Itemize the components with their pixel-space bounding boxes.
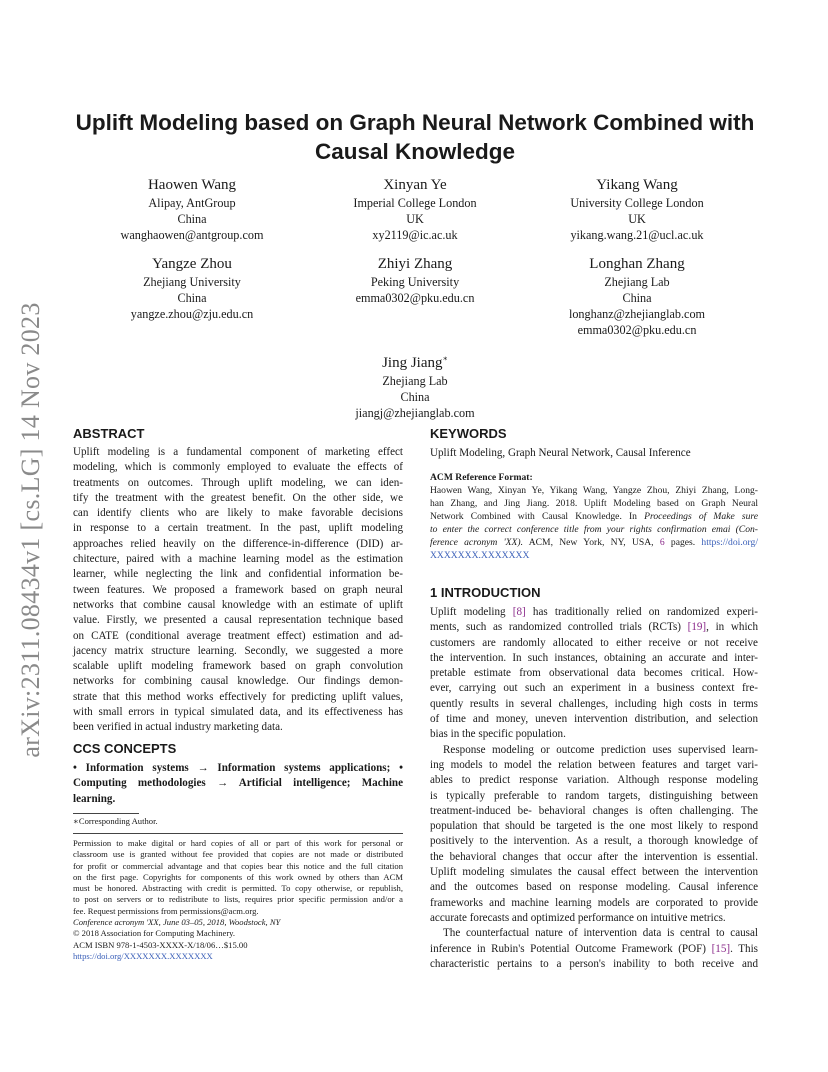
intro-line: ing models to model the relation between features and target vari- — [430, 758, 758, 771]
author-email: wanghaowen@antgroup.com — [120, 228, 264, 242]
copyright-line: © 2018 Association for Computing Machinery. — [73, 928, 236, 939]
abstract-line: approaches relied heavily on the difference-in-difference (DID) ar- — [73, 537, 403, 550]
author-email: jiangj@zhejianglab.com — [355, 406, 475, 420]
ccs-line: • Information systems → Information systems applications; • — [73, 762, 403, 774]
ccs-heading: CCS CONCEPTS — [73, 741, 177, 756]
intro-line: pretable estimate from observational data becomes critical. How- — [430, 667, 758, 680]
intro-line: population that should be targeted is the one most likely to respond — [430, 820, 758, 833]
author-name: Haowen Wang — [147, 177, 237, 193]
introduction-section — [430, 585, 758, 972]
author-name: Longhan Zhang — [589, 256, 685, 272]
keywords-heading: KEYWORDS — [430, 426, 507, 441]
author-affiliation: Zhejiang Lab — [382, 374, 448, 388]
abstract-line: learner, while neglecting the link and confidential information be- — [73, 568, 403, 581]
doi-link-continued[interactable]: XXXXXXX.XXXXXXX — [430, 550, 530, 561]
author-name: Yikang Wang — [596, 177, 678, 193]
author-block — [295, 175, 535, 243]
intro-line: Uplift modeling [8] has traditionally relied on randomized experi- — [430, 606, 759, 618]
paper-title — [70, 108, 760, 166]
intro-line: bias in the specific population. — [430, 728, 566, 741]
doi-link[interactable]: https://doi.org/ — [701, 537, 758, 548]
intro-line: accurate forecasts and optimized performance on intuitive metrics. — [430, 911, 726, 924]
author-country: China — [622, 291, 652, 305]
permission-line: Permission to make digital or hard copies of all or part of this work for personal or — [73, 838, 403, 848]
intro-line: the intervention. In such instances, obtaining an accurate and inter- — [430, 651, 758, 664]
acm-ref-line: Network Combined with Causal Knowledge. In Proceedings of Make sure — [430, 511, 759, 522]
abstract-line: on CATE (conditional average treatment effect) estimation and ad- — [73, 629, 403, 642]
abstract-line: strate that this method works effectively for predicting uplift values, — [73, 690, 403, 703]
author-email: xy2119@ic.ac.uk — [372, 228, 458, 242]
acm-ref-line: ference acronym 'XX). ACM, New York, NY, USA, 6 pages. https://doi.org/ — [430, 537, 758, 548]
abstract-heading: ABSTRACT — [73, 426, 145, 441]
keywords-text: Uplift Modeling, Graph Neural Network, Causal Inference — [430, 447, 691, 459]
citation-link[interactable]: [19] — [687, 621, 707, 634]
abstract-line: jacency matrix structure learning. Secondly, we suggested a more — [73, 644, 403, 657]
intro-paragraph-2 — [430, 743, 758, 927]
acm-ref-line: Haowen Wang, Xinyan Ye, Yikang Wang, Yangze Zhou, Zhiyi Zhang, Long- — [430, 485, 758, 496]
author-email: emma0302@pku.edu.cn — [355, 291, 475, 305]
acm-ref-line: to enter the correct conference title from your rights confirmation emai (Con- — [430, 524, 758, 535]
intro-line: ever, carrying out such an experiment in a business context fre- — [430, 682, 758, 695]
footnote-rule — [73, 813, 139, 814]
author-affiliation: Alipay, AntGroup — [148, 196, 236, 210]
author-block — [517, 254, 757, 338]
ccs-line: learning. — [73, 792, 116, 805]
intro-paragraph-1 — [430, 605, 758, 743]
abstract-line: tify the treatment with the greatest benefit. On the other side, we — [73, 491, 403, 504]
abstract-line: treatments on outcomes. Through uplift modeling, we can iden- — [73, 476, 403, 489]
abstract-line: scalable uplift modeling framework based on graph convolution — [73, 660, 403, 673]
author-country: UK — [628, 212, 646, 226]
author-block — [295, 254, 535, 306]
permission-line: must be honored. Abstracting with credit is permitted. To copy otherwise, or republish, — [73, 883, 403, 894]
intro-line: inference in Rubin's Potential Outcome Framework (POF) [15]. This — [430, 942, 758, 955]
abstract-line: networks for combining causal knowledge. Our findings demon- — [73, 675, 403, 688]
intro-paragraph-3 — [430, 926, 758, 972]
author-block — [295, 349, 535, 421]
author-affiliation: Peking University — [370, 275, 460, 289]
acm-reference — [430, 471, 758, 562]
abstract-line: modeling, which is commonly employed to evaluate the effects of — [73, 461, 403, 474]
ccs-line: Computing methodologies → Artificial intelligence; Machine — [73, 777, 403, 790]
conference-info: Conference acronym 'XX, June 03–05, 2018, Woodstock, NY — [73, 917, 281, 928]
author-affiliation: Zhejiang University — [143, 275, 241, 289]
keywords-section — [430, 426, 758, 461]
intro-line: ments, such as randomized controlled trials (RCTs) [19], in which — [430, 621, 758, 634]
author-name: Xinyan Ye — [383, 177, 447, 193]
ccs-section — [73, 741, 403, 807]
intro-line: treatment-induced be- behavioral changes is often challenging. The — [430, 804, 758, 817]
page-count-link[interactable]: 6 — [659, 537, 665, 548]
abstract-line: value. Firstly, we presented a causal representation technique based — [73, 614, 403, 627]
abstract-line: in response to a certain treatment. In the past, uplift modeling — [73, 522, 403, 535]
abstract-line: chitecture, paired with a machine learning model as the estimation — [73, 553, 403, 566]
author-affiliation: Imperial College London — [353, 196, 477, 210]
author-country: UK — [406, 212, 424, 226]
intro-line: is typically preferable to random targets, distinguishing between — [430, 789, 758, 802]
title-line-1: Uplift Modeling based on Graph Neural Network Combined with — [75, 110, 755, 135]
intro-line: of time and money, uneven intervention distribution, and selection — [430, 713, 758, 726]
permission-block — [73, 838, 403, 962]
author-block — [517, 175, 757, 243]
abstract-line: been verified in actual industry marketing data. — [73, 721, 283, 734]
author-affiliation: Zhejiang Lab — [604, 275, 670, 289]
abstract-section — [73, 426, 403, 736]
doi-link[interactable]: https://doi.org/XXXXXXX.XXXXXXX — [73, 950, 213, 961]
abstract-line: can identify clients who are likely to make favorable decisions — [73, 507, 403, 520]
intro-line: and the outcomes based on response modeling. Causal inference — [430, 881, 758, 894]
acm-ref-line: han Zhang, and Jing Jiang. 2018. Uplift Modeling based on Graph Neural — [430, 498, 758, 509]
permission-line: classroom use is granted without fee provided that copies are not made or distributed — [73, 849, 403, 860]
author-block — [72, 254, 312, 322]
citation-link[interactable]: [15] — [711, 942, 731, 955]
author-email: yikang.wang.21@ucl.ac.uk — [570, 228, 704, 242]
intro-line: Uplift modeling simulates the causal effect between the intervention — [430, 866, 758, 879]
introduction-heading: 1 INTRODUCTION — [430, 585, 541, 600]
corresponding-mark: ∗ — [442, 354, 448, 363]
permission-line: to post on servers or to redistribute to lists, requires prior specific permission and/or a — [73, 894, 403, 905]
abstract-line: Uplift modeling is a fundamental component of marketing effect — [73, 446, 403, 458]
citation-link[interactable]: [8] — [512, 606, 526, 618]
author-name: Jing Jiang — [382, 355, 443, 371]
intro-line: the behavioral changes that occur after the intervention is essential. — [430, 850, 758, 863]
intro-line: characteristic pertains to a person's inability to both receive and — [430, 957, 758, 970]
title-line-2: Causal Knowledge — [314, 139, 516, 164]
permission-rule — [73, 833, 403, 834]
intro-line: frameworks and machine learning models are corporated to provide — [430, 896, 758, 909]
intro-line: The counterfactual nature of intervention data is central to causal — [443, 927, 758, 940]
arxiv-identifier-text: arXiv:2311.08434v1 [cs.LG] 14 Nov 2023 — [16, 302, 45, 758]
abstract-line: tween features. We proposed a framework based on graph neural — [73, 583, 403, 596]
author-country: China — [400, 390, 430, 404]
author-name: Yangze Zhou — [152, 256, 232, 272]
permission-line: fee. Request permissions from permissions@acm.org. — [73, 905, 259, 916]
isbn-line: ACM ISBN 978-1-4503-XXXX-X/18/06…$15.00 — [73, 939, 248, 950]
intro-line: ables to predict response variation. Although response modeling — [430, 774, 758, 787]
arxiv-identifier — [18, 285, 44, 775]
author-email: yangze.zhou@zju.edu.cn — [130, 307, 254, 321]
intro-line: positively to the intervention. As a result, a thorough knowledge of — [430, 835, 758, 848]
author-block — [72, 175, 312, 243]
abstract-line: with small errors in typical simulated data, and its effectiveness has — [73, 706, 403, 719]
author-country: China — [177, 291, 207, 305]
author-email: longhanz@zhejianglab.com — [568, 307, 706, 321]
permission-line: for profit or commercial advantage and that copies bear this notice and the full citation — [73, 860, 403, 871]
footnote-corresponding: ∗Corresponding Author. — [73, 816, 158, 826]
author-country: China — [177, 212, 207, 226]
intro-line: quently results in several challenges, including high costs in terms — [430, 697, 758, 710]
permission-line: on the first page. Copyrights for components of this work owned by others than ACM — [73, 871, 403, 882]
intro-line: customers are randomly allocated to either receive or not receive — [430, 636, 758, 649]
intro-line: Response modeling or outcome prediction uses supervised learn- — [443, 743, 758, 756]
author-affiliation: University College London — [570, 196, 704, 210]
acm-ref-heading: ACM Reference Format: — [430, 472, 533, 483]
abstract-body — [73, 445, 403, 736]
author-name: Zhiyi Zhang — [377, 256, 453, 272]
author-email-2: emma0302@pku.edu.cn — [577, 323, 697, 337]
abstract-line: networks that combine causal knowledge with an estimate of uplift — [73, 598, 403, 611]
